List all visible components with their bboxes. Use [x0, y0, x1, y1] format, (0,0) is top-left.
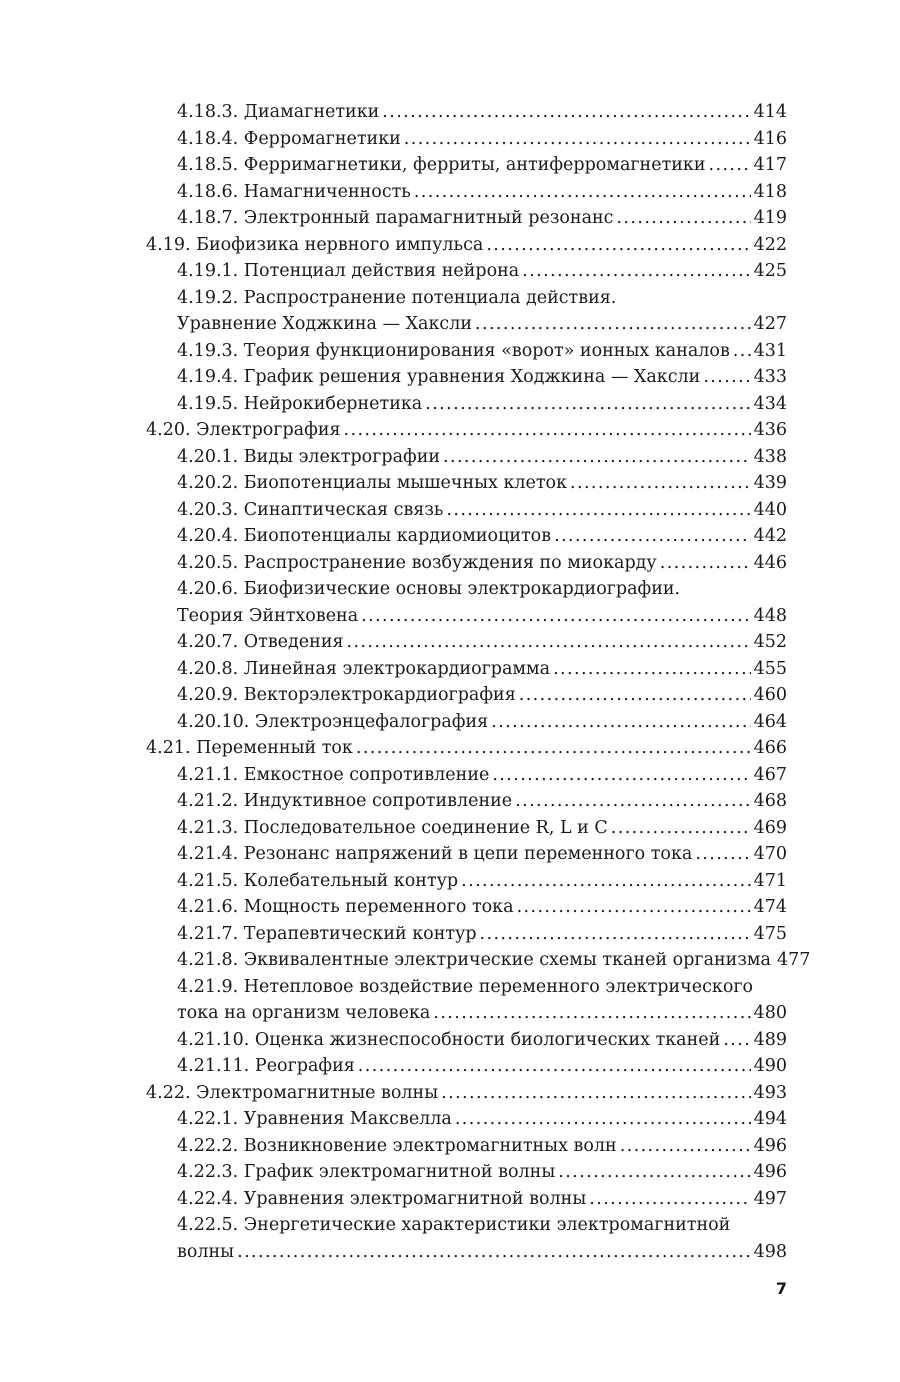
dot-leader — [723, 1027, 750, 1054]
toc-entry-page: 419 — [753, 208, 787, 228]
toc-entry-title: волны — [177, 1241, 235, 1262]
dot-leader — [475, 311, 751, 338]
dot-leader — [553, 656, 751, 683]
toc-entry-title: 4.20.4. Биопотенциалы кардиомиоцитов — [177, 526, 552, 546]
toc-entry-page: 438 — [753, 446, 787, 467]
toc-entry — [146, 841, 787, 868]
toc-entry — [146, 1053, 787, 1080]
dot-leader — [660, 550, 751, 577]
toc-entry-page: 466 — [753, 738, 787, 758]
toc-entry — [146, 258, 787, 285]
toc-entry-page: 460 — [753, 685, 787, 705]
dot-leader — [703, 364, 750, 391]
dot-leader — [709, 152, 751, 179]
toc-entry-title: тока на организм человека — [177, 1003, 431, 1023]
dot-leader — [695, 841, 750, 868]
toc-entry — [146, 788, 787, 815]
toc-entry — [146, 1159, 787, 1186]
toc-entry-title: 4.21.1. Емкостное сопротивление — [177, 764, 490, 785]
toc-entry-title: 4.19. Биофизика нервного импульса — [146, 234, 484, 255]
toc-entry — [146, 762, 787, 789]
toc-entry-page: 496 — [753, 1162, 787, 1182]
toc-entry-page: 439 — [753, 473, 787, 493]
dot-leader — [344, 417, 751, 444]
toc-entry-page: 414 — [753, 102, 787, 122]
toc-entry — [146, 550, 787, 577]
toc-entry-title: 4.20.7. Отведения — [177, 632, 344, 652]
toc-entry — [146, 682, 787, 709]
toc-entry-title: 4.19.1. Потенциал действия нейрона — [177, 261, 520, 281]
dot-leader — [620, 1133, 751, 1160]
dot-leader — [616, 205, 750, 232]
toc-entry-title: 4.18.6. Намагниченность — [177, 181, 411, 202]
toc-entry-title: 4.22.4. Уравнения электромагнитной волны — [177, 1188, 587, 1209]
toc-entry-title: 4.22.1. Уравнения Максвелла — [177, 1109, 452, 1129]
dot-leader — [356, 735, 751, 762]
toc-entry-page: 436 — [753, 420, 787, 440]
toc-entry-title: 4.22.2. Возникновение электромагнитных волн — [177, 1135, 617, 1156]
toc-entry — [146, 576, 787, 629]
toc-entry-title: 4.19.3. Теория функционирования «ворот» ионных каналов — [177, 340, 730, 361]
toc-entry-page: 497 — [753, 1188, 787, 1209]
toc-entry-page: 477 — [776, 950, 811, 970]
toc-entry — [146, 947, 811, 974]
toc-entry-title-line: 4.21.9. Нетепловое воздействие переменного электрического — [177, 976, 754, 997]
dot-leader — [480, 921, 751, 948]
dot-leader — [570, 470, 751, 497]
toc-entry — [146, 470, 787, 497]
toc-entry-title: 4.20.9. Векторэлектрокардиография — [177, 685, 516, 705]
toc-entry — [146, 99, 787, 126]
dot-leader — [425, 391, 750, 418]
toc-entry-title: 4.18.3. Диамагнетики — [177, 102, 380, 122]
toc-entry — [146, 974, 787, 1027]
toc-entry-page: 431 — [753, 340, 787, 361]
toc-entry-title: 4.21. Переменный ток — [146, 738, 353, 758]
table-of-contents — [146, 99, 811, 1265]
toc-entry-page: 440 — [753, 499, 787, 520]
toc-entry-title-line: 4.20.6. Биофизические основы электрокардиографии. — [177, 579, 681, 599]
toc-entry-page: 471 — [753, 870, 787, 891]
toc-entry — [146, 1080, 787, 1107]
toc-entry-title: 4.20.5. Распространение возбуждения по миокарду — [177, 552, 657, 573]
toc-entry — [146, 179, 787, 206]
toc-entry-page: 422 — [753, 234, 787, 255]
toc-entry — [146, 126, 787, 153]
toc-entry-page: 474 — [753, 897, 787, 917]
toc-entry — [146, 523, 787, 550]
toc-entry-title: Теория Эйнтховена — [177, 605, 359, 626]
toc-entry — [146, 285, 787, 338]
toc-entry — [146, 709, 787, 736]
toc-entry-title: 4.21.11. Реография — [177, 1056, 355, 1076]
toc-entry-title: 4.20. Электрография — [146, 420, 341, 440]
toc-entry-title: 4.21.5. Колебательный контур — [177, 870, 459, 891]
dot-leader — [733, 338, 751, 365]
toc-entry — [146, 1133, 787, 1160]
toc-entry-page: 464 — [753, 711, 787, 732]
toc-entry-title: 4.21.8. Эквивалентные электрические схемы тканей организма — [177, 950, 771, 970]
toc-entry — [146, 152, 787, 179]
toc-entry-page: 455 — [753, 658, 787, 679]
toc-entry-page: 417 — [753, 155, 787, 175]
toc-entry-title: 4.20.3. Синаптическая связь — [177, 499, 444, 520]
toc-entry — [146, 417, 787, 444]
dot-leader — [414, 179, 751, 206]
dot-leader — [347, 629, 751, 656]
toc-entry-page: 475 — [753, 923, 787, 944]
toc-entry — [146, 1212, 787, 1265]
toc-entry — [146, 364, 787, 391]
toc-entry-title-line: 4.22.5. Энергетические характеристики электромагнитной — [177, 1215, 731, 1235]
toc-entry-title: 4.20.10. Электроэнцефалография — [177, 711, 489, 732]
toc-entry-title: 4.22. Электромагнитные волны — [146, 1082, 439, 1103]
toc-entry — [146, 338, 787, 365]
dot-leader — [486, 232, 750, 259]
dot-leader — [611, 815, 751, 842]
dot-leader — [433, 1000, 750, 1027]
dot-leader — [443, 444, 751, 471]
toc-entry — [146, 205, 787, 232]
dot-leader — [554, 523, 751, 550]
toc-entry-page: 434 — [753, 393, 787, 414]
toc-entry-title: 4.19.4. График решения уравнения Ходжкина — Хаксли — [177, 367, 701, 387]
dot-leader — [492, 762, 750, 789]
toc-entry-page: 416 — [753, 128, 787, 149]
toc-entry-title: 4.18.7. Электронный парамагнитный резонанс — [177, 208, 614, 228]
toc-entry-page: 494 — [753, 1109, 787, 1129]
toc-entry-title: 4.18.5. Ферримагнетики, ферриты, антиферромагнетики — [177, 155, 706, 175]
dot-leader — [446, 497, 750, 524]
toc-entry — [146, 894, 787, 921]
toc-entry-page: 468 — [753, 791, 787, 811]
dot-leader — [519, 682, 751, 709]
toc-entry-title: 4.21.2. Индуктивное сопротивление — [177, 791, 513, 811]
toc-entry-page: 480 — [753, 1003, 787, 1023]
toc-entry — [146, 629, 787, 656]
toc-entry-title: 4.21.4. Резонанс напряжений в цепи переменного тока — [177, 844, 693, 864]
toc-entry-page: 470 — [753, 844, 787, 864]
toc-entry-title: 4.21.10. Оценка жизнеспособности биологических тканей — [177, 1029, 721, 1050]
page-number: 7 — [775, 1279, 787, 1298]
toc-entry — [146, 656, 787, 683]
toc-entry-title-line: 4.19.2. Распространение потенциала действия. — [177, 287, 617, 308]
toc-entry — [146, 921, 787, 948]
toc-entry — [146, 444, 787, 471]
dot-leader — [515, 788, 750, 815]
dot-leader — [455, 1106, 751, 1133]
toc-entry-page: 433 — [753, 367, 787, 387]
toc-entry-title: 4.21.7. Терапевтический контур — [177, 923, 477, 944]
toc-entry-page: 425 — [753, 261, 787, 281]
toc-entry-page: 467 — [753, 764, 787, 785]
toc-entry-page: 490 — [753, 1056, 787, 1076]
dot-leader — [441, 1080, 750, 1107]
toc-entry — [146, 868, 787, 895]
toc-entry-title: 4.18.4. Ферромагнетики — [177, 128, 401, 149]
toc-entry — [146, 1027, 787, 1054]
toc-entry-page: 452 — [753, 632, 787, 652]
toc-entry-title: 4.20.1. Виды электрографии — [177, 446, 441, 467]
toc-entry — [146, 735, 787, 762]
toc-entry-page: 446 — [753, 552, 787, 573]
toc-entry — [146, 815, 787, 842]
toc-entry-title: Уравнение Ходжкина — Хаксли — [177, 314, 473, 334]
toc-entry-page: 469 — [753, 817, 787, 838]
toc-entry-page: 448 — [753, 605, 787, 626]
dot-leader — [382, 99, 750, 126]
dot-leader — [237, 1239, 750, 1266]
dot-leader — [404, 126, 751, 153]
toc-entry-title: 4.21.6. Мощность переменного тока — [177, 897, 514, 917]
dot-leader — [358, 1053, 751, 1080]
toc-entry-title: 4.20.2. Биопотенциалы мышечных клеток — [177, 473, 568, 493]
toc-entry-page: 442 — [753, 526, 787, 546]
toc-entry-title: 4.22.3. График электромагнитной волны — [177, 1162, 556, 1182]
toc-entry-page: 496 — [753, 1135, 787, 1156]
dot-leader — [491, 709, 750, 736]
dot-leader — [517, 894, 751, 921]
toc-entry-page: 418 — [753, 181, 787, 202]
dot-leader — [361, 603, 750, 630]
toc-entry — [146, 232, 787, 259]
toc-entry-title: 4.20.8. Линейная электрокардиограмма — [177, 658, 551, 679]
toc-entry — [146, 391, 787, 418]
toc-entry-page: 493 — [753, 1082, 787, 1103]
dot-leader — [461, 868, 750, 895]
toc-entry-page: 498 — [753, 1241, 787, 1262]
toc-entry — [146, 1186, 787, 1213]
dot-leader — [589, 1186, 750, 1213]
toc-entry — [146, 497, 787, 524]
dot-leader — [558, 1159, 750, 1186]
dot-leader — [522, 258, 750, 285]
toc-entry-title: 4.21.3. Последовательное соединение R, L и C — [177, 817, 608, 838]
toc-entry-title: 4.19.5. Нейрокибернетика — [177, 393, 423, 414]
toc-entry-page: 489 — [753, 1029, 787, 1050]
toc-entry — [146, 1106, 787, 1133]
toc-entry-page: 427 — [753, 314, 787, 334]
